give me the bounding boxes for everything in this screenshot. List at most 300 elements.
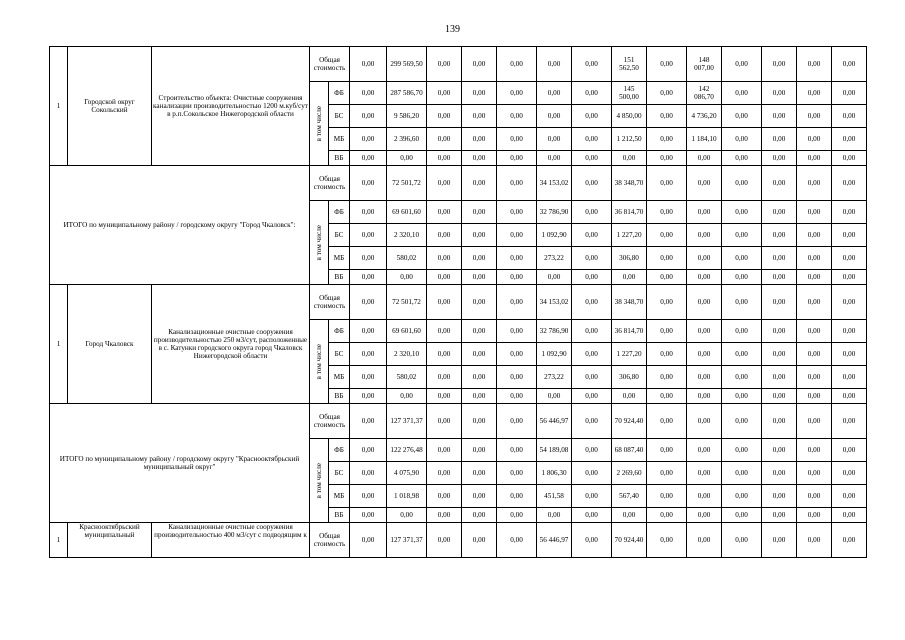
value-cell: 122 276,48 [387,439,427,462]
value-cell: 451,58 [537,485,572,508]
value-cell: 0,00 [572,404,612,439]
value-cell: 0,00 [350,285,387,320]
value-cell: 0,00 [797,201,832,224]
value-cell: 0,00 [797,105,832,128]
value-cell: 0,00 [497,166,537,201]
value-cell: 0,00 [762,47,797,82]
value-cell: 4 850,00 [612,105,647,128]
value-cell: 0,00 [612,389,647,404]
value-cell: 0,00 [722,224,762,247]
value-cell: 0,00 [797,508,832,523]
value-cell: 1 227,20 [612,224,647,247]
value-cell: 0,00 [497,105,537,128]
value-cell: 2 320,10 [387,224,427,247]
value-cell: 0,00 [462,439,497,462]
value-cell: 0,00 [350,151,387,166]
value-cell: 0,00 [427,389,462,404]
value-cell: 0,00 [350,462,387,485]
value-cell: 0,00 [427,508,462,523]
value-cell: 0,00 [832,224,867,247]
value-cell: 0,00 [497,285,537,320]
value-cell: 0,00 [537,82,572,105]
value-cell: 0,00 [387,151,427,166]
value-cell: 0,00 [497,343,537,366]
value-cell: 0,00 [722,320,762,343]
value-cell: 2 396,60 [387,128,427,151]
value-cell: 0,00 [762,128,797,151]
value-cell: 56 446,97 [537,523,572,558]
value-cell: 0,00 [687,523,722,558]
fund-type-label: БС [329,343,350,366]
value-cell: 0,00 [497,389,537,404]
value-cell: 0,00 [497,523,537,558]
value-cell: 0,00 [612,508,647,523]
value-cell: 0,00 [572,128,612,151]
value-cell: 0,00 [687,270,722,285]
table-row [50,47,902,82]
value-cell: 1 212,50 [612,128,647,151]
value-cell: 0,00 [797,285,832,320]
value-cell: 54 189,08 [537,439,572,462]
value-cell: 0,00 [797,389,832,404]
value-cell: 0,00 [797,128,832,151]
value-cell: 0,00 [722,47,762,82]
value-cell: 36 814,70 [612,201,647,224]
value-cell: 0,00 [687,343,722,366]
value-cell: 0,00 [572,151,612,166]
fund-type-label: МБ [329,128,350,151]
value-cell: 0,00 [387,508,427,523]
value-cell: 0,00 [687,404,722,439]
object-description: Канализационные очистные сооружения производительностью 250 м3/сут, расположенные в с. Катунки городского округа город Чкаловск Нижегородской области [152,285,310,404]
value-cell: 0,00 [572,508,612,523]
value-cell: 0,00 [462,462,497,485]
value-cell: 0,00 [427,439,462,462]
value-cell: 0,00 [797,82,832,105]
value-cell: 0,00 [797,439,832,462]
value-cell: 0,00 [572,47,612,82]
table-row [50,166,902,201]
value-cell: 0,00 [497,128,537,151]
value-cell: 0,00 [832,285,867,320]
value-cell: 0,00 [722,270,762,285]
value-cell: 0,00 [647,508,687,523]
fund-type-label: ФБ [329,439,350,462]
value-cell: 0,00 [462,485,497,508]
value-cell: 0,00 [427,523,462,558]
value-cell: 0,00 [832,343,867,366]
value-cell: 0,00 [762,201,797,224]
municipality-name: Краснооктябрьский муниципальный [68,523,152,558]
value-cell: 0,00 [537,508,572,523]
value-cell: 0,00 [722,404,762,439]
value-cell: 0,00 [427,366,462,389]
value-cell: 0,00 [797,224,832,247]
value-cell: 0,00 [462,151,497,166]
value-cell: 0,00 [647,439,687,462]
value-cell: 0,00 [497,439,537,462]
value-cell: 287 586,70 [387,82,427,105]
value-cell: 0,00 [722,201,762,224]
value-cell: 0,00 [797,151,832,166]
fund-type-label: ФБ [329,201,350,224]
value-cell: 0,00 [762,270,797,285]
value-cell: 0,00 [647,82,687,105]
value-cell: 0,00 [572,389,612,404]
value-cell: 0,00 [427,270,462,285]
incl-vertical-label [310,82,329,166]
value-cell: 72 501,72 [387,285,427,320]
value-cell: 0,00 [687,151,722,166]
value-cell: 34 153,02 [537,166,572,201]
value-cell: 1 806,30 [537,462,572,485]
value-cell: 0,00 [647,247,687,270]
value-cell: 0,00 [497,404,537,439]
value-cell: 0,00 [350,389,387,404]
value-cell: 0,00 [722,389,762,404]
value-cell: 0,00 [497,247,537,270]
value-cell: 0,00 [462,166,497,201]
value-cell: 0,00 [722,439,762,462]
value-cell: 0,00 [427,285,462,320]
value-cell: 4 075,90 [387,462,427,485]
value-cell: 0,00 [350,82,387,105]
value-cell: 0,00 [762,166,797,201]
value-cell: 0,00 [497,270,537,285]
value-cell: 0,00 [572,523,612,558]
value-cell: 0,00 [832,166,867,201]
incl-text: в том числе [315,462,323,499]
value-cell: 0,00 [722,462,762,485]
value-cell: 0,00 [797,523,832,558]
value-cell: 0,00 [722,151,762,166]
value-cell: 0,00 [427,151,462,166]
value-cell: 0,00 [497,508,537,523]
value-cell: 70 924,40 [612,523,647,558]
value-cell: 32 786,90 [537,320,572,343]
value-cell: 0,00 [832,523,867,558]
value-cell: 0,00 [762,439,797,462]
value-cell: 0,00 [647,462,687,485]
value-cell: 0,00 [572,366,612,389]
value-cell: 0,00 [762,285,797,320]
value-cell: 0,00 [647,366,687,389]
value-cell: 0,00 [762,343,797,366]
value-cell: 0,00 [832,201,867,224]
value-cell: 38 348,70 [612,166,647,201]
value-cell: 0,00 [427,462,462,485]
value-cell: 0,00 [722,285,762,320]
value-cell: 0,00 [462,343,497,366]
value-cell: 0,00 [762,224,797,247]
value-cell: 0,00 [427,247,462,270]
fund-type-label: МБ [329,247,350,270]
fund-type-label: БС [329,462,350,485]
value-cell: 36 814,70 [612,320,647,343]
value-cell: 151 562,50 [612,47,647,82]
value-cell: 0,00 [797,47,832,82]
value-cell: 0,00 [462,389,497,404]
value-cell: 0,00 [427,485,462,508]
value-cell: 0,00 [497,320,537,343]
object-description: Строительство объекта: Очистные сооружения канализации производительностью 1200 м.куб/сут в р.п.Сокольское Нижегородской области [152,47,310,166]
value-cell: 0,00 [572,485,612,508]
value-cell: 145 500,00 [612,82,647,105]
value-cell: 9 586,20 [387,105,427,128]
value-cell: 0,00 [572,166,612,201]
value-cell: 0,00 [687,508,722,523]
row-number: 1 [50,285,68,404]
value-cell: 0,00 [832,462,867,485]
value-cell: 0,00 [687,166,722,201]
value-cell: 0,00 [462,247,497,270]
value-cell: 0,00 [350,366,387,389]
incl-vertical-label [310,320,329,404]
value-cell: 0,00 [462,47,497,82]
value-cell: 127 371,37 [387,523,427,558]
value-cell: 0,00 [427,128,462,151]
page-number: 139 [445,24,460,35]
value-cell: 0,00 [722,82,762,105]
value-cell: 0,00 [762,523,797,558]
value-cell: 0,00 [497,151,537,166]
fund-type-label: ВБ [329,508,350,523]
value-cell: 0,00 [572,201,612,224]
value-cell: 4 736,20 [687,105,722,128]
value-cell: 0,00 [687,485,722,508]
table-row [50,285,902,320]
fund-type-label: ВБ [329,270,350,285]
value-cell: 0,00 [427,320,462,343]
value-cell: 0,00 [612,151,647,166]
value-cell: 0,00 [612,270,647,285]
value-cell: 0,00 [462,285,497,320]
value-cell: 306,80 [612,247,647,270]
value-cell: 0,00 [462,270,497,285]
value-cell: 0,00 [762,320,797,343]
value-cell: 0,00 [350,47,387,82]
value-cell: 0,00 [832,151,867,166]
value-cell: 0,00 [427,105,462,128]
value-cell: 0,00 [647,128,687,151]
value-cell: 0,00 [762,151,797,166]
total-cost-label: Общая стоимость [310,47,350,82]
value-cell: 0,00 [797,247,832,270]
value-cell: 0,00 [537,151,572,166]
total-cost-label: Общая стоимость [310,166,350,201]
table-row [50,523,902,558]
value-cell: 306,80 [612,366,647,389]
value-cell: 0,00 [350,247,387,270]
value-cell: 0,00 [572,462,612,485]
value-cell: 0,00 [427,82,462,105]
value-cell: 0,00 [722,105,762,128]
value-cell: 0,00 [647,320,687,343]
value-cell: 0,00 [497,82,537,105]
value-cell: 0,00 [537,389,572,404]
value-cell: 127 371,37 [387,404,427,439]
value-cell: 142 086,70 [687,82,722,105]
value-cell: 273,22 [537,247,572,270]
value-cell: 1 184,10 [687,128,722,151]
value-cell: 0,00 [832,270,867,285]
total-title: ИТОГО по муниципальному району / городскому округу "Краснооктябрьский муниципальный округ" [50,404,310,523]
value-cell: 0,00 [427,166,462,201]
value-cell: 1 092,90 [537,224,572,247]
value-cell: 0,00 [832,82,867,105]
fund-type-label: БС [329,105,350,128]
value-cell: 0,00 [350,439,387,462]
value-cell: 0,00 [762,462,797,485]
incl-text: в том числе [315,105,323,142]
value-cell: 0,00 [350,201,387,224]
value-cell: 0,00 [572,270,612,285]
value-cell: 0,00 [687,247,722,270]
incl-vertical-label [310,439,329,523]
value-cell: 0,00 [797,166,832,201]
value-cell: 580,02 [387,366,427,389]
total-cost-label: Общая стоимость [310,285,350,320]
row-number: 1 [50,523,68,558]
value-cell: 1 092,90 [537,343,572,366]
value-cell: 0,00 [462,320,497,343]
value-cell: 0,00 [832,128,867,151]
value-cell: 0,00 [462,366,497,389]
value-cell: 34 153,02 [537,285,572,320]
value-cell: 0,00 [832,485,867,508]
value-cell: 69 601,60 [387,201,427,224]
value-cell: 0,00 [797,462,832,485]
value-cell: 0,00 [762,247,797,270]
total-cost-label: Общая стоимость [310,404,350,439]
incl-vertical-label [310,201,329,285]
value-cell: 0,00 [427,224,462,247]
value-cell: 0,00 [647,523,687,558]
value-cell: 0,00 [647,270,687,285]
value-cell: 0,00 [687,462,722,485]
value-cell: 0,00 [647,404,687,439]
fund-type-label: ВБ [329,151,350,166]
value-cell: 0,00 [427,201,462,224]
value-cell: 0,00 [687,366,722,389]
value-cell: 0,00 [350,128,387,151]
value-cell: 0,00 [687,285,722,320]
value-cell: 72 501,72 [387,166,427,201]
value-cell: 0,00 [762,105,797,128]
value-cell: 0,00 [687,320,722,343]
value-cell: 38 348,70 [612,285,647,320]
total-title: ИТОГО по муниципальному району / городскому округу "Город Чкаловск": [50,166,310,285]
value-cell: 0,00 [647,166,687,201]
value-cell: 0,00 [687,224,722,247]
value-cell: 0,00 [572,285,612,320]
fund-type-label: МБ [329,485,350,508]
value-cell: 0,00 [832,320,867,343]
value-cell: 0,00 [497,462,537,485]
row-number: 1 [50,47,68,166]
value-cell: 0,00 [647,47,687,82]
value-cell: 0,00 [537,47,572,82]
value-cell: 69 601,60 [387,320,427,343]
value-cell: 0,00 [350,343,387,366]
value-cell: 0,00 [462,404,497,439]
value-cell: 0,00 [762,389,797,404]
value-cell: 299 569,50 [387,47,427,82]
value-cell: 56 446,97 [537,404,572,439]
fund-type-label: ФБ [329,82,350,105]
value-cell: 0,00 [797,343,832,366]
value-cell: 0,00 [647,224,687,247]
value-cell: 0,00 [497,366,537,389]
value-cell: 2 269,60 [612,462,647,485]
value-cell: 0,00 [537,105,572,128]
value-cell: 0,00 [687,201,722,224]
value-cell: 0,00 [497,485,537,508]
value-cell: 0,00 [572,320,612,343]
total-cost-label: Общая стоимость [310,523,350,558]
value-cell: 0,00 [647,285,687,320]
value-cell: 0,00 [722,366,762,389]
value-cell: 0,00 [350,508,387,523]
value-cell: 0,00 [762,366,797,389]
value-cell: 0,00 [832,105,867,128]
value-cell: 0,00 [387,270,427,285]
value-cell: 0,00 [832,247,867,270]
value-cell: 0,00 [797,320,832,343]
value-cell: 0,00 [722,166,762,201]
value-cell: 0,00 [762,404,797,439]
value-cell: 0,00 [462,128,497,151]
value-cell: 0,00 [762,485,797,508]
value-cell: 0,00 [572,247,612,270]
value-cell: 0,00 [497,47,537,82]
incl-text: в том числе [315,224,323,261]
fund-type-label: ВБ [329,389,350,404]
value-cell: 0,00 [572,439,612,462]
value-cell: 0,00 [350,224,387,247]
value-cell: 0,00 [537,270,572,285]
value-cell: 0,00 [572,105,612,128]
value-cell: 567,40 [612,485,647,508]
incl-text: в том числе [315,343,323,380]
value-cell: 0,00 [647,343,687,366]
value-cell: 2 320,10 [387,343,427,366]
value-cell: 148 007,00 [687,47,722,82]
value-cell: 0,00 [537,128,572,151]
value-cell: 70 924,40 [612,404,647,439]
financing-table [49,46,902,558]
value-cell: 0,00 [832,389,867,404]
value-cell: 0,00 [797,404,832,439]
value-cell: 0,00 [722,508,762,523]
value-cell: 0,00 [722,523,762,558]
value-cell: 273,22 [537,366,572,389]
value-cell: 0,00 [797,270,832,285]
value-cell: 0,00 [572,82,612,105]
value-cell: 0,00 [462,523,497,558]
value-cell: 68 087,40 [612,439,647,462]
value-cell: 0,00 [687,439,722,462]
value-cell: 0,00 [647,389,687,404]
value-cell: 0,00 [647,485,687,508]
fund-type-label: ФБ [329,320,350,343]
value-cell: 0,00 [647,201,687,224]
value-cell: 0,00 [462,224,497,247]
value-cell: 0,00 [832,508,867,523]
municipality-name: Городской округ Сокольский [68,47,152,166]
value-cell: 0,00 [832,366,867,389]
value-cell: 0,00 [497,201,537,224]
